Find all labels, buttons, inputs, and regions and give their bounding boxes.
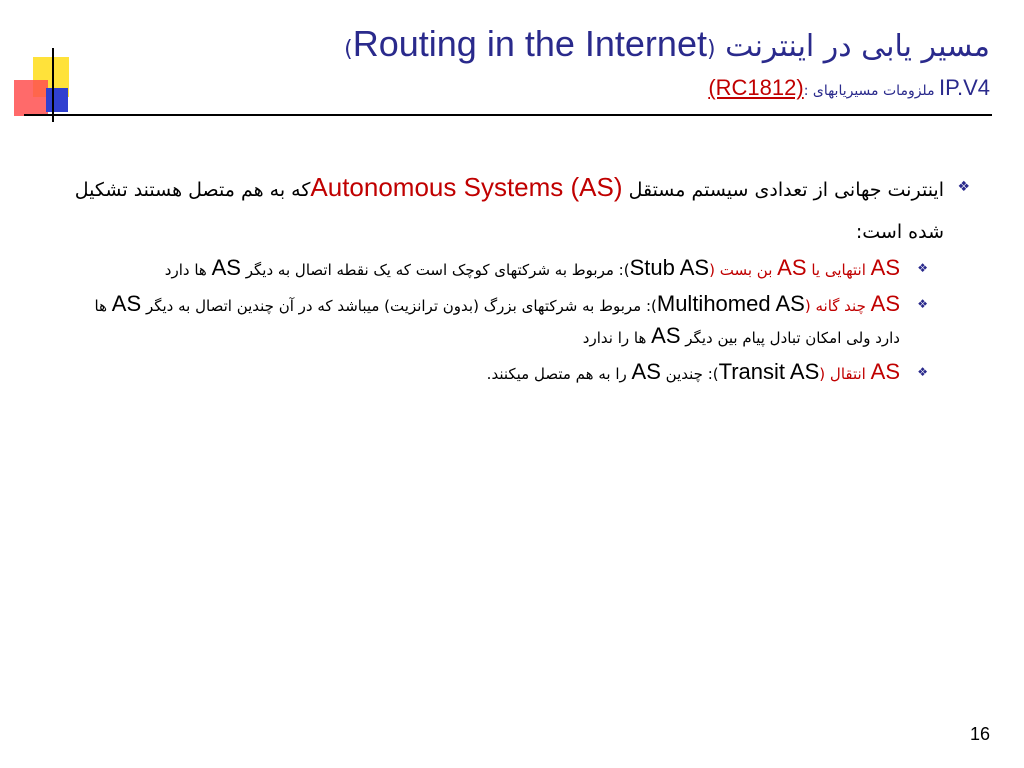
bullet1-text-before: اینترنت جهانی از تعدادی سیستم مستقل (628, 179, 944, 201)
multihomed-description-2: ها دارد ولی امکان تبادل پیام بین دیگر (94, 297, 900, 347)
transit-english: Transit AS (718, 359, 820, 384)
logo-blue-square (46, 88, 68, 112)
transit-paren-close: ) (712, 365, 719, 383)
multihomed-as-label-2: AS (111, 291, 142, 316)
slide-title (230, 22, 990, 72)
bullet1-text-after: که به هم متصل هستند تشکیل شده است: (74, 179, 944, 243)
multihomed-as-label: AS (870, 291, 900, 316)
stub-description: : مربوط به شرکتهای کوچک است که یک نقطه اتصال به دیگر (245, 261, 624, 279)
bullet1-english: Autonomous Systems (AS) (310, 172, 623, 202)
multihomed-paren-open: ( (804, 297, 811, 315)
subtitle-rfc: (RC1812) (708, 75, 804, 100)
transit-as-label: AS (870, 359, 900, 384)
diamond-bullet-icon: ❖ (917, 297, 928, 311)
transit-as-label-2: AS (631, 359, 661, 384)
title-paren-open: ( (706, 37, 716, 62)
slide-subtitle (230, 74, 990, 105)
multihomed-paren-close: ) (651, 297, 657, 315)
subtitle-colon: : (803, 83, 809, 99)
stub-paren-close: ) (623, 261, 630, 279)
stub-english: Stub AS (629, 255, 710, 280)
diamond-bullet-icon: ❖ (957, 179, 970, 195)
logo-red-square (14, 80, 48, 116)
stub-description-2: ها دارد (164, 261, 207, 279)
logo-vertical-line (52, 48, 54, 122)
stub-as-label-2: AS (777, 255, 807, 280)
slide-logo (0, 0, 80, 130)
transit-paren-open: ( (819, 365, 826, 383)
sub-bullet-multihomed-as (70, 289, 928, 353)
multihomed-description: : مربوط به شرکتهای بزرگ (بدون ترانزیت) میباشد که در آن چندین اتصال به دیگر (145, 297, 652, 315)
multihomed-english: Multihomed AS (656, 291, 805, 316)
title-divider (24, 114, 992, 116)
stub-as-label: AS (870, 255, 900, 280)
transit-fa-label: انتقال (829, 365, 866, 383)
multihomed-description-3: ها را ندارد (582, 329, 647, 347)
subtitle-persian: ملزومات مسیریابهای (812, 83, 935, 99)
title-paren-close: ) (344, 37, 353, 62)
slide-body (70, 166, 970, 393)
title-persian: مسیر یابی در اینترنت (725, 29, 990, 64)
multihomed-as-label-3: AS (651, 323, 681, 348)
stub-fa-label: انتهایی یا (811, 261, 866, 279)
title-english: Routing in the Internet (352, 23, 707, 64)
stub-paren-open: ( (709, 261, 715, 279)
sub-bullet-stub-as (70, 253, 928, 285)
stub-fa-label-2: بن بست (719, 261, 773, 279)
multihomed-fa-label: چند گانه (815, 297, 866, 315)
transit-description-2: را به هم متصل میکنند. (486, 365, 627, 383)
diamond-bullet-icon: ❖ (917, 261, 928, 275)
transit-description: : چندین (665, 365, 713, 383)
sub-bullet-transit-as (70, 357, 928, 389)
subtitle-ipv4: IP.V4 (939, 75, 990, 100)
sub-bullet-list (70, 253, 944, 389)
bullet-autonomous-systems (70, 166, 970, 253)
page-number: 16 (969, 724, 990, 744)
diamond-bullet-icon: ❖ (917, 365, 928, 379)
stub-as-label-3: AS (211, 255, 241, 280)
